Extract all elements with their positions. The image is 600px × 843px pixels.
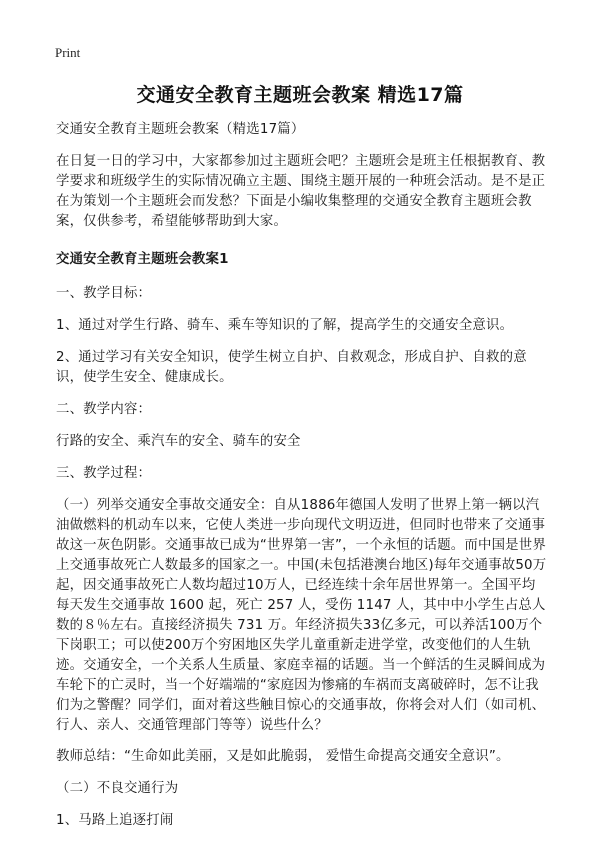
document-subtitle: 交通安全教育主题班会教案（精选17篇） [56,122,305,137]
process-heading: 三、教学过程： [56,466,152,481]
process-paragraph: （一）列举交通安全事故交通安全：自从1886年德国人发明了世界上第一辆以汽油做燃料的机动车以来，它使人类进一步向现代文明迈进，但同时也带来了交通事故这一灰色阴影。交通事故已成为“世界第一害”，一个永恒的话题。而中国是世界上交通事故死亡人数最多的国家之一。中国(未包括港澳台地区)每年交通事故50万起，因交通事故死亡人数均超过10万人，已经连续十余年居世界第一。全国平均每天发生交通事故 1600 起，死亡 257 人，受伤 1147 人，其中中小学生占总人数的８％左右。直接经济损失 731 万。年经济损失33亿多元，可以养活100万个下岗职工；可以使200万个穷困地区失学儿童重新走进学堂，改变他们的人生轨迹。交通安全，一个关系人生质量、家庭幸福的话题。当一个鲜活的生灵瞬间成为车轮下的亡灵时，当一个好端端的“家庭因为惨痛的车祸而支离破碎时，怎不让我们为之警醒？同学们，面对着这些触目惊心的交通事故，你将会对人们（如司机、行人、亲人、交通管理部门等等）说些什么？ [56,498,547,733]
document-title: 交通安全教育主题班会教案 精选17篇 [136,84,464,106]
content-heading: 二、教学内容： [56,402,152,417]
goal-item-2: 2、通过学习有关安全知识，使学生树立自护、自救观念，形成自护、自救的意识，使学生安全、健康成长。 [56,350,527,385]
bad-behavior-heading: （二）不良交通行为 [56,781,179,796]
bad-behavior-item-1: 1、马路上追逐打闹 [56,813,174,828]
document-body [56,120,548,843]
content-text: 行路的安全、乘汽车的安全、骑车的安全 [56,434,301,449]
print-link[interactable]: Print [55,45,81,60]
goals-heading: 一、教学目标： [56,286,152,301]
section-heading: 交通安全教育主题班会教案1 [56,252,229,267]
goal-item-1: 1、通过对学生行路、骑车、乘车等知识的了解，提高学生的交通安全意识。 [56,318,514,333]
teacher-summary: 教师总结：“生命如此美丽，又是如此脆弱， 爱惜生命提高交通安全意识”。 [56,749,510,764]
intro-paragraph: 在日复一日的学习中，大家都参加过主题班会吧？主题班会是班主任根据教育、教学要求和班级学生的实际情况确立主题、围绕主题开展的一种班会活动。是不是正在为策划一个主题班会而发愁？下面是小编收集整理的交通安全教育主题班会教案，仅供参考，希望能够帮助到大家。 [56,154,546,229]
